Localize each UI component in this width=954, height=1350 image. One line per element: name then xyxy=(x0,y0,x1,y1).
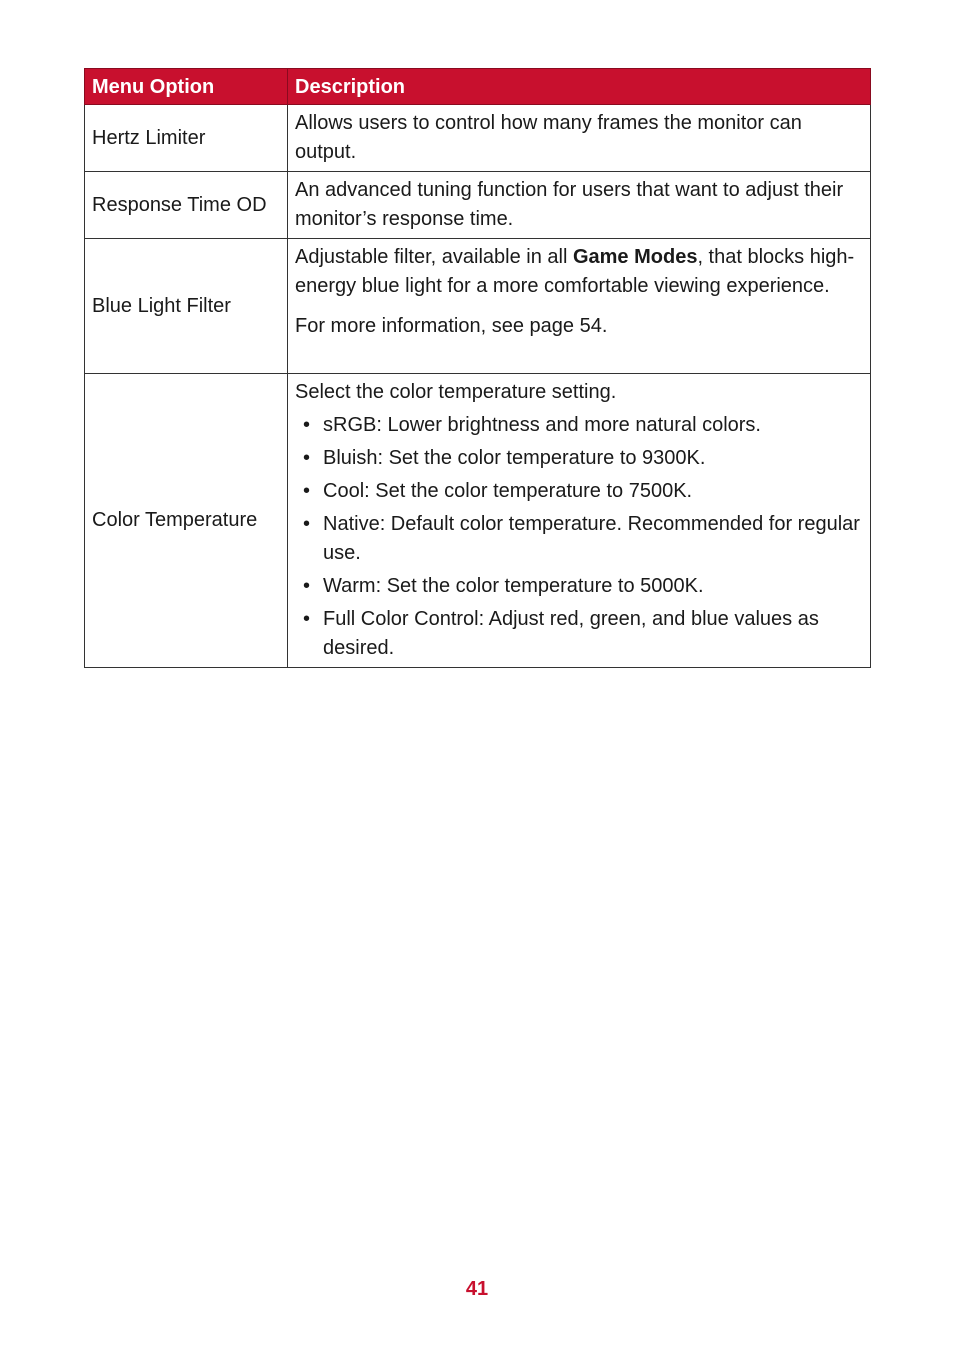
list-item-text: Native: Default color temperature. Recommended for regular use. xyxy=(323,513,860,564)
description-color-temperature xyxy=(288,374,871,668)
list-item xyxy=(295,411,864,440)
description-text: An advanced tuning function for users that want to adjust their monitor’s response time. xyxy=(295,179,844,230)
table-row xyxy=(85,172,871,239)
list-item xyxy=(295,477,864,506)
list-item xyxy=(295,444,864,473)
list-item xyxy=(295,605,864,663)
description-text-post: , that blocks high-energy blue light for a more comfortable viewing experience. xyxy=(295,246,855,297)
bullet-icon: • xyxy=(303,608,311,630)
option-color-temperature: Color Temperature xyxy=(85,374,288,668)
table-row xyxy=(85,239,871,374)
table-row xyxy=(85,105,871,172)
option-response-time-od: Response Time OD xyxy=(85,172,288,239)
bullet-icon: • xyxy=(303,513,311,535)
list-item-text: Cool: Set the color temperature to 7500K. xyxy=(323,480,693,502)
description-blue-light-filter xyxy=(288,239,871,374)
list-item-text: sRGB: Lower brightness and more natural colors. xyxy=(323,414,761,436)
header-description: Description xyxy=(288,69,871,105)
page-number: 41 xyxy=(465,1278,489,1300)
description-text-pre: Adjustable filter, available in all xyxy=(295,246,573,268)
color-temperature-list xyxy=(295,411,864,663)
list-item-text: Full Color Control: Adjust red, green, and blue values as desired. xyxy=(323,608,819,659)
bullet-icon: • xyxy=(303,414,311,436)
table-row xyxy=(85,374,871,668)
bullet-icon: • xyxy=(303,575,311,597)
description-text xyxy=(295,243,864,301)
description-hertz-limiter xyxy=(288,105,871,172)
game-modes-term: Game Modes xyxy=(572,246,698,268)
bullet-icon: • xyxy=(303,480,311,502)
list-item xyxy=(295,572,864,601)
description-response-time-od xyxy=(288,172,871,239)
table-header-row xyxy=(85,69,871,105)
page-reference-note: For more information, see page 54. xyxy=(295,315,608,337)
list-item-text: Warm: Set the color temperature to 5000K. xyxy=(323,575,704,597)
list-item-text: Bluish: Set the color temperature to 9300K. xyxy=(323,447,706,469)
description-intro: Select the color temperature setting. xyxy=(295,381,617,403)
bullet-icon: • xyxy=(303,447,311,469)
option-blue-light-filter: Blue Light Filter xyxy=(85,239,288,374)
description-text: Allows users to control how many frames the monitor can output. xyxy=(295,112,802,163)
menu-options-table xyxy=(84,68,871,668)
option-hertz-limiter: Hertz Limiter xyxy=(85,105,288,172)
header-menu-option: Menu Option xyxy=(85,69,288,105)
list-item xyxy=(295,510,864,568)
